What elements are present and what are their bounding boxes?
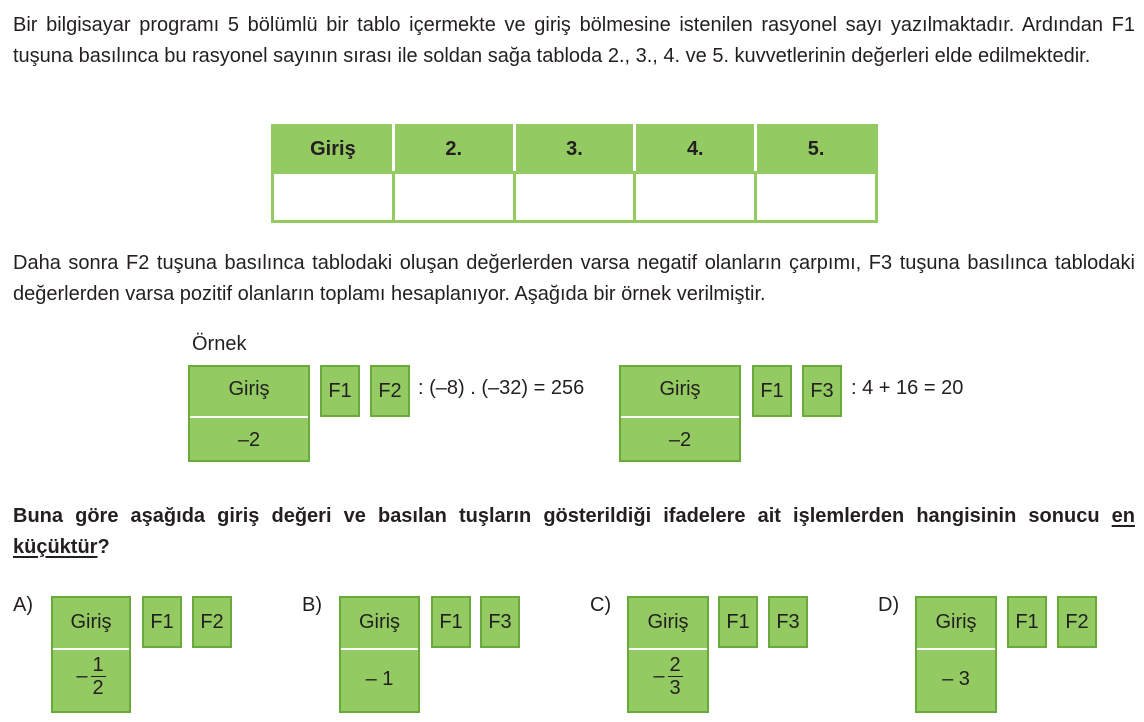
input-value: – 1 [365, 668, 394, 690]
key-f3: F3 [768, 596, 808, 648]
option-c-letter: C) [590, 594, 612, 616]
example-left-result: : (–8) . (–32) = 256 [418, 377, 585, 399]
divider [621, 416, 739, 418]
question-before: Buna göre aşağıda giriş değeri ve basılan tuşların gösterildiği ifadelere ait işlemlerden hangisinin sonucu [13, 505, 1112, 527]
question-text [13, 501, 1135, 563]
key-f1: F1 [320, 365, 360, 417]
input-label: Giriş [228, 378, 270, 400]
input-label: Giriş [70, 611, 112, 633]
header-power-2: 2. [393, 126, 514, 173]
key-f3: F3 [802, 365, 842, 417]
option-c-input-box[interactable] [627, 596, 709, 713]
denominator: 3 [669, 677, 681, 699]
key-f1: F1 [1007, 596, 1047, 648]
divider [190, 416, 308, 418]
option-b-input-box[interactable] [339, 596, 420, 713]
option-b-letter: B) [302, 594, 322, 616]
key-f1: F1 [431, 596, 471, 648]
key-f3: F3 [480, 596, 520, 648]
intro-paragraph-1: Bir bilgisayar programı 5 bölümlü bir tablo içermekte ve giriş bölmesine istenilen rasyonel sayı yazılmaktadır. Ardından F1 tuşuna basılınca bu rasyonel sayının sırası ile soldan sağa tabloda 2., 3., 4. ve 5. kuvvetlerinin değerleri elde edilmektedir. [13, 14, 1135, 67]
header-power-4: 4. [635, 126, 756, 173]
empty-cell [393, 173, 514, 222]
input-value-fraction [629, 654, 707, 699]
key-f2: F2 [370, 365, 410, 417]
divider [341, 648, 418, 650]
empty-cell [514, 173, 635, 222]
input-value: – 3 [942, 668, 970, 690]
numerator: 2 [669, 654, 681, 676]
powers-table [271, 124, 878, 223]
option-a-input-box[interactable] [51, 596, 131, 713]
header-power-5: 5. [756, 126, 877, 173]
numerator: 1 [92, 654, 104, 676]
option-a-letter: A) [13, 594, 33, 616]
input-value: –2 [668, 429, 692, 451]
key-f2: F2 [192, 596, 232, 648]
input-label: Giriş [647, 611, 689, 633]
input-value-fraction [53, 654, 129, 699]
input-label: Giriş [358, 611, 401, 633]
empty-cell [756, 173, 877, 222]
question-after: ? [97, 536, 110, 558]
minus-sign: – [653, 665, 665, 687]
input-label: Giriş [659, 378, 701, 400]
key-f1: F1 [718, 596, 758, 648]
question-underlined: en küçüktür [13, 505, 1135, 558]
example-label: Örnek [192, 333, 247, 355]
divider [629, 648, 707, 650]
intro-paragraph-2: Daha sonra F2 tuşuna basılınca tablodaki oluşan değerlerden varsa negatif olanların çarpımı, F3 tuşuna basılınca tablodaki değerlerden varsa pozitif olanların toplamı hesaplanıyor. Aşağıda bir örnek verilmiştir. [13, 252, 1135, 305]
example-right-input-box [619, 365, 741, 462]
powers-table-header-row [273, 126, 877, 173]
key-f2: F2 [1057, 596, 1097, 648]
divider [917, 648, 995, 650]
denominator: 2 [92, 677, 104, 699]
input-label: Giriş [935, 611, 977, 633]
option-d-input-box[interactable] [915, 596, 997, 713]
input-value: –2 [237, 429, 261, 451]
option-d-letter: D) [878, 594, 900, 616]
divider [53, 648, 129, 650]
empty-cell [273, 173, 394, 222]
minus-sign: – [76, 665, 88, 687]
powers-table-empty-row [273, 173, 877, 222]
header-giris: Giriş [273, 126, 394, 173]
key-f1: F1 [752, 365, 792, 417]
header-power-3: 3. [514, 126, 635, 173]
example-right-result: : 4 + 16 = 20 [851, 377, 964, 399]
example-left-input-box [188, 365, 310, 462]
empty-cell [635, 173, 756, 222]
key-f1: F1 [142, 596, 182, 648]
